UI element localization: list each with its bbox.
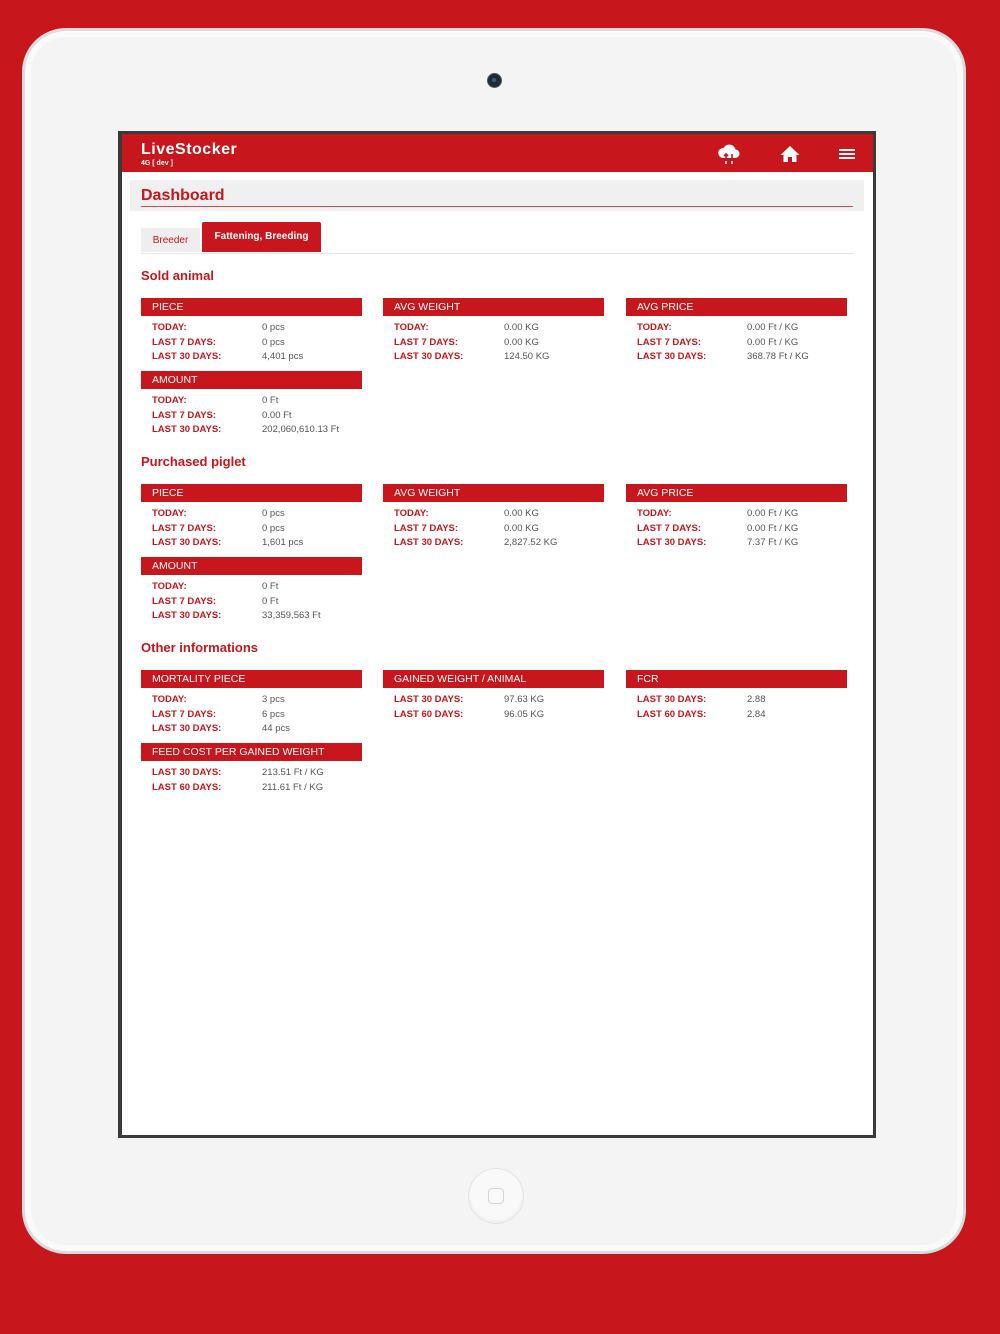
stat-label: LAST 7 DAYS:	[637, 336, 702, 348]
page-header	[130, 180, 864, 211]
stat-value: 2,827.52 KG	[504, 537, 558, 549]
stat-value: 124.50 KG	[504, 351, 550, 363]
stat-label: TODAY:	[637, 508, 672, 519]
stat-label: LAST 30 DAYS:	[637, 537, 707, 549]
stat-label: TODAY:	[394, 508, 429, 519]
stat-label: LAST 7 DAYS:	[152, 522, 217, 534]
stat-value: 0.00 Ft / KG	[747, 336, 799, 348]
card-header: PIECE	[141, 298, 362, 316]
stat-row	[152, 522, 362, 537]
stat-row	[637, 336, 847, 351]
tab-fattening-breeding[interactable]: Fattening, Breeding	[202, 222, 321, 252]
stat-label: LAST 30 DAYS:	[394, 537, 464, 549]
stat-label: LAST 30 DAYS:	[152, 610, 222, 622]
card-header: FCR	[626, 670, 847, 688]
stat-label: LAST 30 DAYS:	[152, 723, 222, 735]
card-gained-weight-per-animal	[383, 670, 604, 722]
stat-row	[637, 693, 847, 708]
card-header: AVG WEIGHT	[383, 484, 604, 502]
card-header: AVG PRICE	[626, 298, 847, 316]
card-piglet-piece	[141, 484, 362, 551]
stat-row	[152, 409, 362, 424]
stat-label: LAST 30 DAYS:	[152, 424, 222, 436]
app-environment: 4G [ dev ]	[141, 160, 173, 167]
stat-label: LAST 7 DAYS:	[152, 708, 217, 720]
stat-label: LAST 30 DAYS:	[152, 767, 222, 778]
menu-icon[interactable]	[835, 143, 859, 165]
stat-row	[152, 781, 362, 796]
stat-label: LAST 7 DAYS:	[394, 522, 459, 534]
stat-row	[152, 350, 362, 365]
card-feed-cost-per-gained-weight	[141, 743, 362, 795]
stat-label: LAST 30 DAYS:	[637, 694, 707, 705]
stat-row	[152, 536, 362, 551]
stat-value: 0 pcs	[262, 508, 285, 519]
stat-value: 0.00 Ft / KG	[747, 322, 799, 333]
stat-row	[152, 507, 362, 522]
stat-label: LAST 60 DAYS:	[152, 781, 222, 793]
card-header: AVG WEIGHT	[383, 298, 604, 316]
stat-label: LAST 60 DAYS:	[394, 708, 464, 720]
card-header: FEED COST PER GAINED WEIGHT	[141, 743, 362, 761]
stat-label: LAST 7 DAYS:	[637, 522, 702, 534]
stat-row	[394, 536, 604, 551]
card-sold-piece	[141, 298, 362, 365]
stat-label: LAST 7 DAYS:	[152, 409, 217, 421]
card-sold-avg-weight	[383, 298, 604, 365]
stat-value: 0 Ft	[262, 595, 279, 607]
stat-row	[152, 580, 362, 595]
stat-value: 1,601 pcs	[262, 537, 304, 549]
card-sold-amount	[141, 371, 362, 438]
section-title-sold-animal: Sold animal	[141, 268, 214, 283]
stat-label: TODAY:	[152, 694, 187, 705]
stat-value: 0 pcs	[262, 522, 285, 534]
stat-label: TODAY:	[152, 581, 187, 592]
device-home-button[interactable]	[468, 1168, 524, 1224]
tab-breeder[interactable]: Breeder	[141, 228, 200, 252]
stat-value: 7.37 Ft / KG	[747, 537, 799, 549]
stat-value: 0.00 Ft / KG	[747, 522, 799, 534]
app-name: LiveStocker	[141, 141, 238, 158]
stat-label: LAST 7 DAYS:	[152, 595, 217, 607]
stat-label: LAST 7 DAYS:	[152, 336, 217, 348]
stat-value: 0 pcs	[262, 322, 285, 333]
card-header: PIECE	[141, 484, 362, 502]
stat-row	[152, 708, 362, 723]
stat-row	[394, 350, 604, 365]
stat-row	[637, 522, 847, 537]
stat-label: LAST 30 DAYS:	[637, 351, 707, 363]
stat-row	[394, 336, 604, 351]
stat-value: 2.88	[747, 694, 766, 705]
stat-value: 213.51 Ft / KG	[262, 767, 324, 778]
stat-value: 4,401 pcs	[262, 351, 304, 363]
card-piglet-avg-weight	[383, 484, 604, 551]
tab-bar	[141, 222, 854, 254]
stat-value: 0.00 KG	[504, 508, 539, 519]
stat-label: LAST 30 DAYS:	[394, 351, 464, 363]
stat-label: TODAY:	[637, 322, 672, 333]
stat-label: LAST 30 DAYS:	[152, 537, 222, 549]
card-header: AMOUNT	[141, 557, 362, 575]
stat-row	[152, 595, 362, 610]
stat-row	[152, 693, 362, 708]
stat-value: 2.84	[747, 708, 766, 720]
stat-value: 6 pcs	[262, 708, 285, 720]
stat-row	[394, 708, 604, 723]
cloud-sync-icon[interactable]	[717, 143, 741, 165]
card-sold-avg-price	[626, 298, 847, 365]
stat-value: 0 Ft	[262, 395, 279, 406]
stat-value: 44 pcs	[262, 723, 290, 735]
stat-row	[152, 321, 362, 336]
stat-label: LAST 30 DAYS:	[394, 694, 464, 705]
stat-row	[637, 708, 847, 723]
card-header: GAINED WEIGHT / ANIMAL	[383, 670, 604, 688]
stat-value: 0.00 Ft / KG	[747, 508, 799, 519]
stat-value: 368.78 Ft / KG	[747, 351, 809, 363]
stat-value: 202,060,610.13 Ft	[262, 424, 340, 436]
card-header: AMOUNT	[141, 371, 362, 389]
app-viewport	[122, 134, 873, 1135]
stat-row	[152, 394, 362, 409]
card-header: MORTALITY PIECE	[141, 670, 362, 688]
top-app-bar	[122, 134, 873, 172]
stat-row	[152, 722, 362, 737]
stat-row	[637, 507, 847, 522]
header-divider	[141, 206, 853, 207]
tablet-screen	[118, 131, 876, 1138]
stat-value: 0 pcs	[262, 336, 285, 348]
stat-label: TODAY:	[394, 322, 429, 333]
stat-label: LAST 7 DAYS:	[394, 336, 459, 348]
stat-row	[152, 609, 362, 624]
stat-value: 33,359,563 Ft	[262, 610, 321, 622]
section-title-purchased-piglet: Purchased piglet	[141, 454, 246, 469]
stat-row	[152, 766, 362, 781]
stat-value: 0.00 KG	[504, 322, 539, 333]
stat-value: 0 Ft	[262, 581, 279, 592]
camera-lens	[487, 73, 502, 88]
stat-label: TODAY:	[152, 395, 187, 406]
stat-label: TODAY:	[152, 508, 187, 519]
stat-value: 0.00 KG	[504, 336, 539, 348]
card-fcr	[626, 670, 847, 722]
stat-value: 3 pcs	[262, 694, 285, 705]
stat-value: 0.00 Ft	[262, 409, 292, 421]
stat-value: 0.00 KG	[504, 522, 539, 534]
page-title: Dashboard	[141, 187, 225, 204]
stat-label: LAST 30 DAYS:	[152, 351, 222, 363]
stat-label: LAST 60 DAYS:	[637, 708, 707, 720]
stat-value: 211.61 Ft / KG	[262, 781, 324, 793]
card-piglet-avg-price	[626, 484, 847, 551]
section-title-other-informations: Other informations	[141, 640, 259, 655]
stat-value: 96.05 KG	[504, 708, 545, 720]
card-header: AVG PRICE	[626, 484, 847, 502]
stat-row	[637, 321, 847, 336]
stat-row	[394, 522, 604, 537]
home-button-square-icon	[488, 1188, 504, 1204]
stat-row	[637, 350, 847, 365]
stat-row	[394, 507, 604, 522]
stat-row	[394, 693, 604, 708]
stat-row	[394, 321, 604, 336]
stat-label: TODAY:	[152, 322, 187, 333]
stat-row	[637, 536, 847, 551]
brand[interactable]	[141, 141, 237, 168]
home-icon[interactable]	[778, 143, 802, 165]
stat-value: 97.63 KG	[504, 694, 545, 705]
card-mortality-piece	[141, 670, 362, 737]
card-piglet-amount	[141, 557, 362, 624]
stat-row	[152, 336, 362, 351]
stat-row	[152, 423, 362, 438]
